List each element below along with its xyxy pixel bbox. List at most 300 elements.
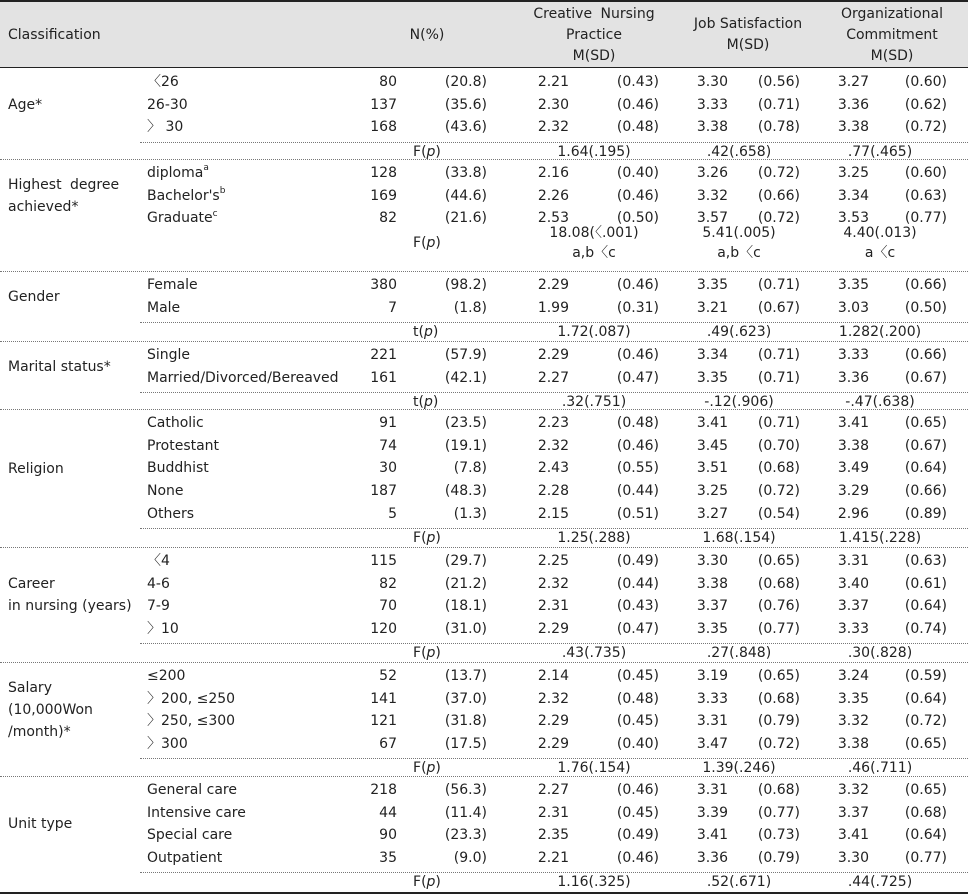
cell-s3: (0.72) bbox=[904, 119, 947, 136]
cell-m1: 2.29 bbox=[537, 277, 569, 293]
test-result: .42(.658) bbox=[706, 143, 772, 160]
category-label: General care bbox=[147, 782, 237, 798]
cell-s3: (0.65) bbox=[904, 415, 947, 431]
group-label: /month)* bbox=[8, 724, 71, 741]
statistic-symbol: F bbox=[413, 234, 422, 251]
cell-p: (57.9) bbox=[444, 347, 487, 363]
test-result: -.12(.906) bbox=[704, 393, 774, 410]
cell-m1: 2.30 bbox=[537, 96, 569, 113]
cell-s2: (0.68) bbox=[757, 690, 800, 707]
category-label: Married/Divorced/Bereaved bbox=[147, 369, 339, 386]
cell-s3: (0.67) bbox=[904, 369, 947, 386]
category-label: 4-6 bbox=[147, 575, 170, 592]
test-statistic-label bbox=[413, 759, 441, 777]
cell-m1: 2.32 bbox=[537, 437, 569, 454]
statistic-symbol: F bbox=[413, 874, 422, 891]
cell-s1: (0.43) bbox=[616, 74, 659, 90]
cell-s1: (0.46) bbox=[616, 347, 659, 363]
cell-n: 91 bbox=[379, 415, 397, 431]
cell-s2: (0.71) bbox=[757, 277, 800, 293]
header-classification: Classification bbox=[8, 27, 101, 43]
cell-s1: (0.48) bbox=[616, 119, 659, 136]
test-result: .44(.725) bbox=[847, 874, 913, 891]
cell-s2: (0.68) bbox=[757, 782, 800, 798]
test-statistic-label bbox=[413, 234, 441, 252]
cell-s3: (0.65) bbox=[904, 736, 947, 753]
cell-m2: 3.35 bbox=[696, 277, 728, 293]
cell-s2: (0.79) bbox=[757, 850, 800, 867]
cell-p: (21.2) bbox=[444, 575, 487, 592]
cell-s3: (0.60) bbox=[904, 74, 947, 90]
category-label: Single bbox=[147, 347, 191, 363]
test-result: 1.68(.154) bbox=[702, 530, 776, 546]
header-cnp-line3: M(SD) bbox=[572, 48, 616, 64]
paren: ) bbox=[435, 760, 441, 777]
cell-m3: 3.37 bbox=[837, 598, 869, 615]
cell-n: 221 bbox=[370, 347, 397, 363]
category-label: Male bbox=[147, 299, 181, 316]
cell-n: 70 bbox=[379, 598, 397, 615]
cell-s3: (0.64) bbox=[904, 460, 947, 477]
category-label: Outpatient bbox=[147, 850, 223, 867]
cell-p: (98.2) bbox=[444, 277, 487, 293]
test-result: 18.08(〈.001) bbox=[549, 224, 639, 241]
test-result: 1.25(.288) bbox=[557, 530, 631, 546]
cell-m1: 2.23 bbox=[537, 415, 569, 431]
category-label: 〉300 bbox=[147, 736, 188, 753]
cell-m2: 3.45 bbox=[696, 437, 728, 454]
cell-m1: 2.53 bbox=[537, 210, 569, 227]
cell-m1: 2.32 bbox=[537, 690, 569, 707]
cell-p: (1.3) bbox=[453, 505, 487, 522]
cell-s3: (0.60) bbox=[904, 165, 947, 181]
cell-m2: 3.38 bbox=[696, 119, 728, 136]
p-symbol: p bbox=[426, 234, 436, 251]
cell-m1: 2.29 bbox=[537, 736, 569, 753]
cell-s1: (0.46) bbox=[616, 782, 659, 798]
cell-s2: (0.73) bbox=[757, 827, 800, 844]
cell-m3: 3.29 bbox=[837, 483, 869, 500]
cell-m3: 3.32 bbox=[837, 782, 869, 798]
cell-s2: (0.70) bbox=[757, 437, 800, 454]
cell-s2: (0.79) bbox=[757, 713, 800, 730]
cell-s3: (0.63) bbox=[904, 187, 947, 204]
cell-m2: 3.34 bbox=[696, 347, 728, 363]
cell-n: 80 bbox=[379, 74, 397, 90]
cell-m3: 3.53 bbox=[837, 210, 869, 227]
cell-m2: 3.41 bbox=[696, 827, 728, 844]
cell-m3: 3.41 bbox=[837, 415, 869, 431]
cell-p: (44.6) bbox=[444, 187, 487, 204]
cell-m1: 2.31 bbox=[537, 804, 569, 821]
cell-s1: (0.31) bbox=[616, 299, 659, 316]
cell-s1: (0.55) bbox=[616, 460, 659, 477]
cell-s2: (0.65) bbox=[757, 553, 800, 569]
cell-s3: (0.66) bbox=[904, 347, 947, 363]
cell-m2: 3.31 bbox=[696, 713, 728, 730]
category-label: Others bbox=[147, 505, 195, 522]
cell-m3: 3.24 bbox=[837, 668, 869, 684]
post-hoc-result: a〈c bbox=[864, 244, 896, 261]
paren: ) bbox=[435, 143, 441, 160]
paren: ( bbox=[421, 645, 427, 662]
cell-s1: (0.50) bbox=[616, 210, 659, 227]
cell-m1: 2.29 bbox=[537, 347, 569, 363]
cell-n: 168 bbox=[370, 119, 397, 136]
cell-p: (31.0) bbox=[444, 621, 487, 638]
cell-s3: (0.77) bbox=[904, 210, 947, 227]
cell-m3: 3.38 bbox=[837, 736, 869, 753]
cell-s3: (0.66) bbox=[904, 277, 947, 293]
cell-m3: 3.49 bbox=[837, 460, 869, 477]
cell-s2: (0.72) bbox=[757, 210, 800, 227]
cell-n: 128 bbox=[370, 165, 397, 181]
category-label: $Bachelor's^b$ bbox=[147, 186, 226, 204]
cell-m1: 1.99 bbox=[537, 299, 569, 316]
cell-n: 137 bbox=[370, 96, 397, 113]
cell-p: (29.7) bbox=[444, 553, 487, 569]
cell-m2: 3.47 bbox=[696, 736, 728, 753]
row-separator bbox=[140, 758, 968, 759]
paren: ( bbox=[418, 323, 424, 340]
cell-m3: 3.33 bbox=[837, 347, 869, 363]
cell-p: (13.7) bbox=[444, 668, 487, 684]
cell-m1: 2.14 bbox=[537, 668, 569, 684]
paren: ) bbox=[435, 234, 441, 251]
group-label: Marital status* bbox=[8, 358, 111, 375]
p-symbol: p bbox=[423, 323, 433, 340]
cell-m2: 3.35 bbox=[696, 621, 728, 638]
cell-m3: 3.33 bbox=[837, 621, 869, 638]
cell-m1: 2.21 bbox=[537, 74, 569, 90]
cell-n: 380 bbox=[370, 277, 397, 293]
cell-m2: 3.39 bbox=[696, 804, 728, 821]
cell-n: 44 bbox=[379, 804, 397, 821]
cell-n: 121 bbox=[370, 713, 397, 730]
statistic-symbol: F bbox=[413, 530, 422, 546]
test-statistic-label bbox=[413, 323, 438, 341]
cell-s3: (0.89) bbox=[904, 505, 947, 522]
group-separator bbox=[0, 341, 968, 342]
category-label: 〈4 bbox=[147, 553, 170, 569]
cell-m3: 3.37 bbox=[837, 804, 869, 821]
test-statistic-label bbox=[413, 644, 441, 662]
cell-p: (18.1) bbox=[444, 598, 487, 615]
cell-m1: 2.15 bbox=[537, 505, 569, 522]
test-result: .46(.711) bbox=[847, 760, 913, 777]
cell-p: (42.1) bbox=[444, 369, 487, 386]
p-symbol: p bbox=[426, 645, 436, 662]
row-separator bbox=[140, 872, 968, 873]
cell-n: 161 bbox=[370, 369, 397, 386]
test-result: .27(.848) bbox=[706, 645, 772, 662]
cell-m2: 3.32 bbox=[696, 187, 728, 204]
cell-m1: 2.27 bbox=[537, 369, 569, 386]
category-label: 〉200, ≤250 bbox=[147, 690, 236, 707]
paren: ) bbox=[432, 393, 439, 410]
cell-m2: 3.30 bbox=[696, 74, 728, 90]
cell-s2: (0.65) bbox=[757, 668, 800, 684]
cell-m1: 2.32 bbox=[537, 575, 569, 592]
cell-m2: 3.37 bbox=[696, 598, 728, 615]
post-hoc-result: a,b〈c bbox=[572, 244, 616, 261]
cell-s1: (0.49) bbox=[616, 827, 659, 844]
cell-s1: (0.40) bbox=[616, 736, 659, 753]
cell-p: (19.1) bbox=[444, 437, 487, 454]
cell-m2: 3.57 bbox=[696, 210, 728, 227]
cell-p: (43.6) bbox=[444, 119, 487, 136]
cell-s3: (0.67) bbox=[904, 437, 947, 454]
cell-n: 74 bbox=[379, 437, 397, 454]
cell-n: 169 bbox=[370, 187, 397, 204]
cell-s3: (0.50) bbox=[904, 299, 947, 316]
cell-p: (9.0) bbox=[453, 850, 487, 867]
header-cnp-line2: Practice bbox=[566, 27, 622, 43]
test-result: 1.72(.087) bbox=[557, 323, 631, 340]
cell-s3: (0.62) bbox=[904, 96, 947, 113]
cell-s2: (0.71) bbox=[757, 369, 800, 386]
cell-s2: (0.72) bbox=[757, 165, 800, 181]
cell-p: (56.3) bbox=[444, 782, 487, 798]
cell-s3: (0.72) bbox=[904, 713, 947, 730]
p-symbol: p bbox=[426, 874, 436, 891]
cell-m2: 3.41 bbox=[696, 415, 728, 431]
cell-m3: 3.36 bbox=[837, 96, 869, 113]
cell-m2: 3.25 bbox=[696, 483, 728, 500]
cell-p: (31.8) bbox=[444, 713, 487, 730]
cell-m1: 2.28 bbox=[537, 483, 569, 500]
cell-s3: (0.65) bbox=[904, 782, 947, 798]
cell-s1: (0.40) bbox=[616, 165, 659, 181]
cell-m2: 3.21 bbox=[696, 299, 728, 316]
cell-s3: (0.63) bbox=[904, 553, 947, 569]
cell-s2: (0.56) bbox=[757, 74, 800, 90]
group-separator bbox=[0, 776, 968, 777]
cell-s1: (0.47) bbox=[616, 369, 659, 386]
row-separator bbox=[140, 392, 968, 393]
group-label: Highest degree bbox=[8, 177, 120, 194]
cell-m1: 2.43 bbox=[537, 460, 569, 477]
cell-m3: 3.32 bbox=[837, 713, 869, 730]
paren: ) bbox=[435, 874, 441, 891]
group-label: Gender bbox=[8, 288, 60, 305]
category-label: diploma$^a$ bbox=[147, 163, 209, 181]
cell-m3: 2.96 bbox=[837, 505, 869, 522]
row-separator bbox=[140, 322, 968, 323]
group-separator bbox=[0, 662, 968, 663]
test-result: 1.64(.195) bbox=[557, 143, 631, 160]
cell-s3: (0.64) bbox=[904, 598, 947, 615]
cell-s1: (0.51) bbox=[616, 505, 659, 522]
cell-p: (7.8) bbox=[453, 460, 487, 477]
statistic-symbol: F bbox=[413, 760, 422, 777]
cell-m2: 3.19 bbox=[696, 668, 728, 684]
cell-s2: (0.68) bbox=[757, 460, 800, 477]
cell-n: 218 bbox=[370, 782, 397, 798]
paren: ( bbox=[421, 234, 427, 251]
paren: ( bbox=[418, 393, 424, 410]
paren: ) bbox=[432, 323, 439, 340]
group-separator bbox=[0, 271, 968, 272]
cell-s3: (0.77) bbox=[904, 850, 947, 867]
header-cnp-line1: Creative Nursing bbox=[533, 6, 655, 22]
cell-p: (35.6) bbox=[444, 96, 487, 113]
cell-m3: 3.38 bbox=[837, 437, 869, 454]
cell-n: 67 bbox=[379, 736, 397, 753]
category-label: Protestant bbox=[147, 437, 220, 454]
cell-p: (23.5) bbox=[444, 415, 487, 431]
cell-m2: 3.35 bbox=[696, 369, 728, 386]
p-symbol: p bbox=[423, 393, 433, 410]
row-separator bbox=[140, 142, 968, 143]
cell-s1: (0.48) bbox=[616, 690, 659, 707]
cell-p: (23.3) bbox=[444, 827, 487, 844]
cell-s1: (0.45) bbox=[616, 713, 659, 730]
cell-s1: (0.45) bbox=[616, 668, 659, 684]
cell-s1: (0.44) bbox=[616, 575, 659, 592]
cell-n: 115 bbox=[370, 553, 397, 569]
cell-m2: 3.30 bbox=[696, 553, 728, 569]
group-label: Unit type bbox=[8, 816, 73, 833]
group-label: Age* bbox=[8, 97, 43, 114]
cell-s2: (0.67) bbox=[757, 299, 800, 316]
paren: ( bbox=[421, 874, 427, 891]
cell-m3: 3.27 bbox=[837, 74, 869, 90]
cell-s2: (0.71) bbox=[757, 347, 800, 363]
test-result: .43(.735) bbox=[561, 645, 627, 662]
row-separator bbox=[140, 643, 968, 644]
test-result: 1.415(.228) bbox=[838, 530, 922, 546]
cell-s1: (0.43) bbox=[616, 598, 659, 615]
category-label: Graduate$^c$ bbox=[147, 208, 218, 227]
category-label: Catholic bbox=[147, 415, 204, 431]
cell-s2: (0.77) bbox=[757, 804, 800, 821]
category-label: Buddhist bbox=[147, 460, 209, 477]
cell-s2: (0.78) bbox=[757, 119, 800, 136]
group-label: Religion bbox=[8, 460, 64, 477]
cell-s1: (0.46) bbox=[616, 850, 659, 867]
cell-m3: 3.34 bbox=[837, 187, 869, 204]
cell-p: (48.3) bbox=[444, 483, 487, 500]
group-label: in nursing (years) bbox=[8, 598, 132, 615]
test-result: .30(.828) bbox=[847, 645, 913, 662]
statistic-symbol: F bbox=[413, 645, 422, 662]
cell-p: (21.6) bbox=[444, 210, 487, 227]
cell-n: 82 bbox=[379, 575, 397, 592]
header-n: N(%) bbox=[409, 27, 445, 43]
category-label: 〈26 bbox=[147, 74, 179, 90]
cell-m1: 2.32 bbox=[537, 119, 569, 136]
category-label: None bbox=[147, 483, 184, 500]
cell-s2: (0.66) bbox=[757, 187, 800, 204]
cell-m1: 2.29 bbox=[537, 713, 569, 730]
test-result: 1.76(.154) bbox=[557, 760, 631, 777]
p-symbol: p bbox=[426, 143, 436, 160]
p-symbol: p bbox=[426, 760, 436, 777]
cell-s1: (0.46) bbox=[616, 187, 659, 204]
cell-m1: 2.31 bbox=[537, 598, 569, 615]
cell-m1: 2.27 bbox=[537, 782, 569, 798]
cell-m3: 3.35 bbox=[837, 690, 869, 707]
cell-m3: 3.36 bbox=[837, 369, 869, 386]
cell-s3: (0.74) bbox=[904, 621, 947, 638]
cell-s2: (0.72) bbox=[757, 736, 800, 753]
footnote-marker: b bbox=[219, 186, 226, 197]
test-result: .77(.465) bbox=[847, 143, 913, 160]
cell-p: (11.4) bbox=[444, 804, 487, 821]
cell-m1: 2.21 bbox=[537, 850, 569, 867]
cell-s2: (0.71) bbox=[757, 415, 800, 431]
test-result: 1.39(.246) bbox=[702, 760, 776, 777]
cell-n: 52 bbox=[379, 668, 397, 684]
header-oc-line2: Commitment bbox=[846, 27, 938, 43]
cell-s1: (0.46) bbox=[616, 96, 659, 113]
group-label: (10,000Won bbox=[8, 702, 93, 719]
paren: ( bbox=[421, 530, 427, 546]
group-separator bbox=[0, 409, 968, 410]
cell-p: (17.5) bbox=[444, 736, 487, 753]
footnote-marker: c bbox=[212, 208, 218, 219]
cell-m2: 3.36 bbox=[696, 850, 728, 867]
cell-p: (1.8) bbox=[453, 299, 487, 316]
category-label: Female bbox=[147, 277, 198, 293]
cell-m2: 3.31 bbox=[696, 782, 728, 798]
test-result: 5.41(.005) bbox=[702, 224, 776, 241]
cell-s1: (0.49) bbox=[616, 553, 659, 569]
cell-m2: 3.33 bbox=[696, 690, 728, 707]
cell-m1: 2.29 bbox=[537, 621, 569, 638]
category-label: 26-30 bbox=[147, 96, 188, 113]
cell-n: 141 bbox=[370, 690, 397, 707]
cell-s2: (0.71) bbox=[757, 96, 800, 113]
test-result: -.47(.638) bbox=[845, 393, 915, 410]
cell-m3: 3.41 bbox=[837, 827, 869, 844]
group-separator bbox=[0, 159, 968, 160]
cell-s2: (0.68) bbox=[757, 575, 800, 592]
paren: ( bbox=[421, 143, 427, 160]
test-statistic-label bbox=[413, 529, 441, 547]
cell-m2: 3.51 bbox=[696, 460, 728, 477]
group-separator bbox=[0, 547, 968, 548]
cell-m1: 2.25 bbox=[537, 553, 569, 569]
test-statistic-label bbox=[413, 143, 441, 161]
cell-n: 7 bbox=[388, 299, 397, 316]
cell-s2: (0.77) bbox=[757, 621, 800, 638]
cell-s3: (0.64) bbox=[904, 690, 947, 707]
group-label: achieved* bbox=[8, 199, 79, 216]
category-label: Intensive care bbox=[147, 804, 246, 821]
cell-m2: 3.27 bbox=[696, 505, 728, 522]
category-label: 〉 30 bbox=[147, 119, 184, 136]
header-js-line1: Job Satisfaction bbox=[693, 16, 803, 32]
cell-s3: (0.66) bbox=[904, 483, 947, 500]
cell-m1: 2.35 bbox=[537, 827, 569, 844]
cell-n: 120 bbox=[370, 621, 397, 638]
test-statistic-label bbox=[413, 873, 441, 891]
cell-p: (20.8) bbox=[444, 74, 487, 90]
test-result: 1.282(.200) bbox=[838, 323, 922, 340]
category-label: 〉10 bbox=[147, 621, 179, 638]
cell-m2: 3.38 bbox=[696, 575, 728, 592]
cell-n: 82 bbox=[379, 210, 397, 227]
cell-m1: 2.16 bbox=[537, 165, 569, 181]
cell-s1: (0.47) bbox=[616, 621, 659, 638]
cell-s3: (0.64) bbox=[904, 827, 947, 844]
cell-s1: (0.48) bbox=[616, 415, 659, 431]
cell-s1: (0.46) bbox=[616, 277, 659, 293]
category-label: Special care bbox=[147, 827, 233, 844]
footnote-marker: a bbox=[203, 163, 209, 174]
